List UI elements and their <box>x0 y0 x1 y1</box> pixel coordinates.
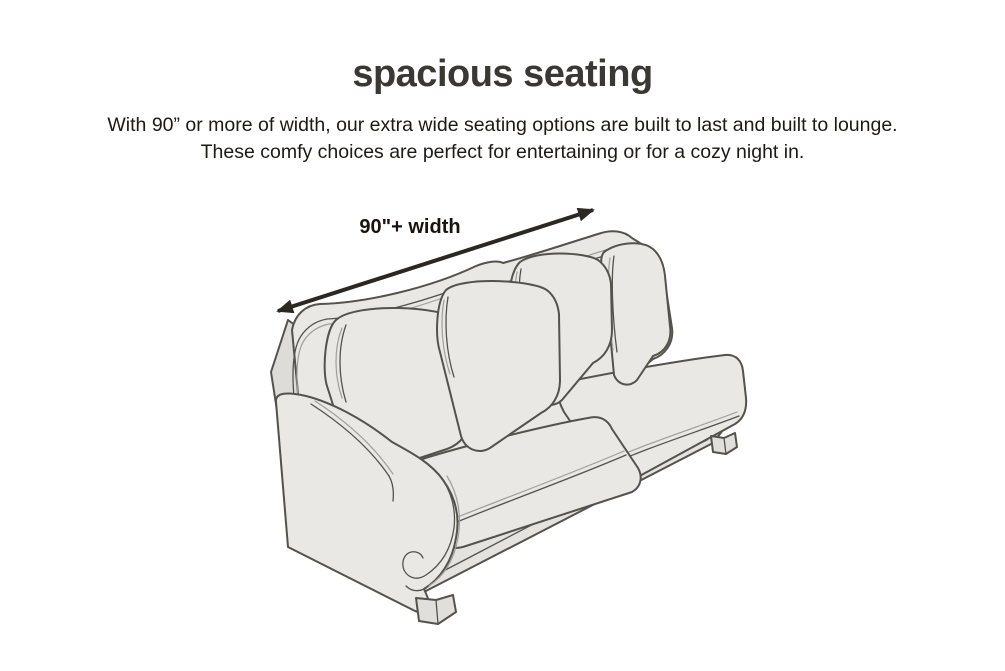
description-line-2: These comfy choices are perfect for entertaining or for a cozy night in. <box>200 141 805 163</box>
description-line-1: With 90” or more of width, our extra wide seating options are built to last and built to lounge. <box>107 114 898 136</box>
description <box>0 112 1005 166</box>
page-title: spacious seating <box>352 53 653 95</box>
dimension-label: 90"+ width <box>359 216 461 238</box>
sofa-foot-right <box>711 433 737 454</box>
sofa-foot-front <box>416 595 456 624</box>
